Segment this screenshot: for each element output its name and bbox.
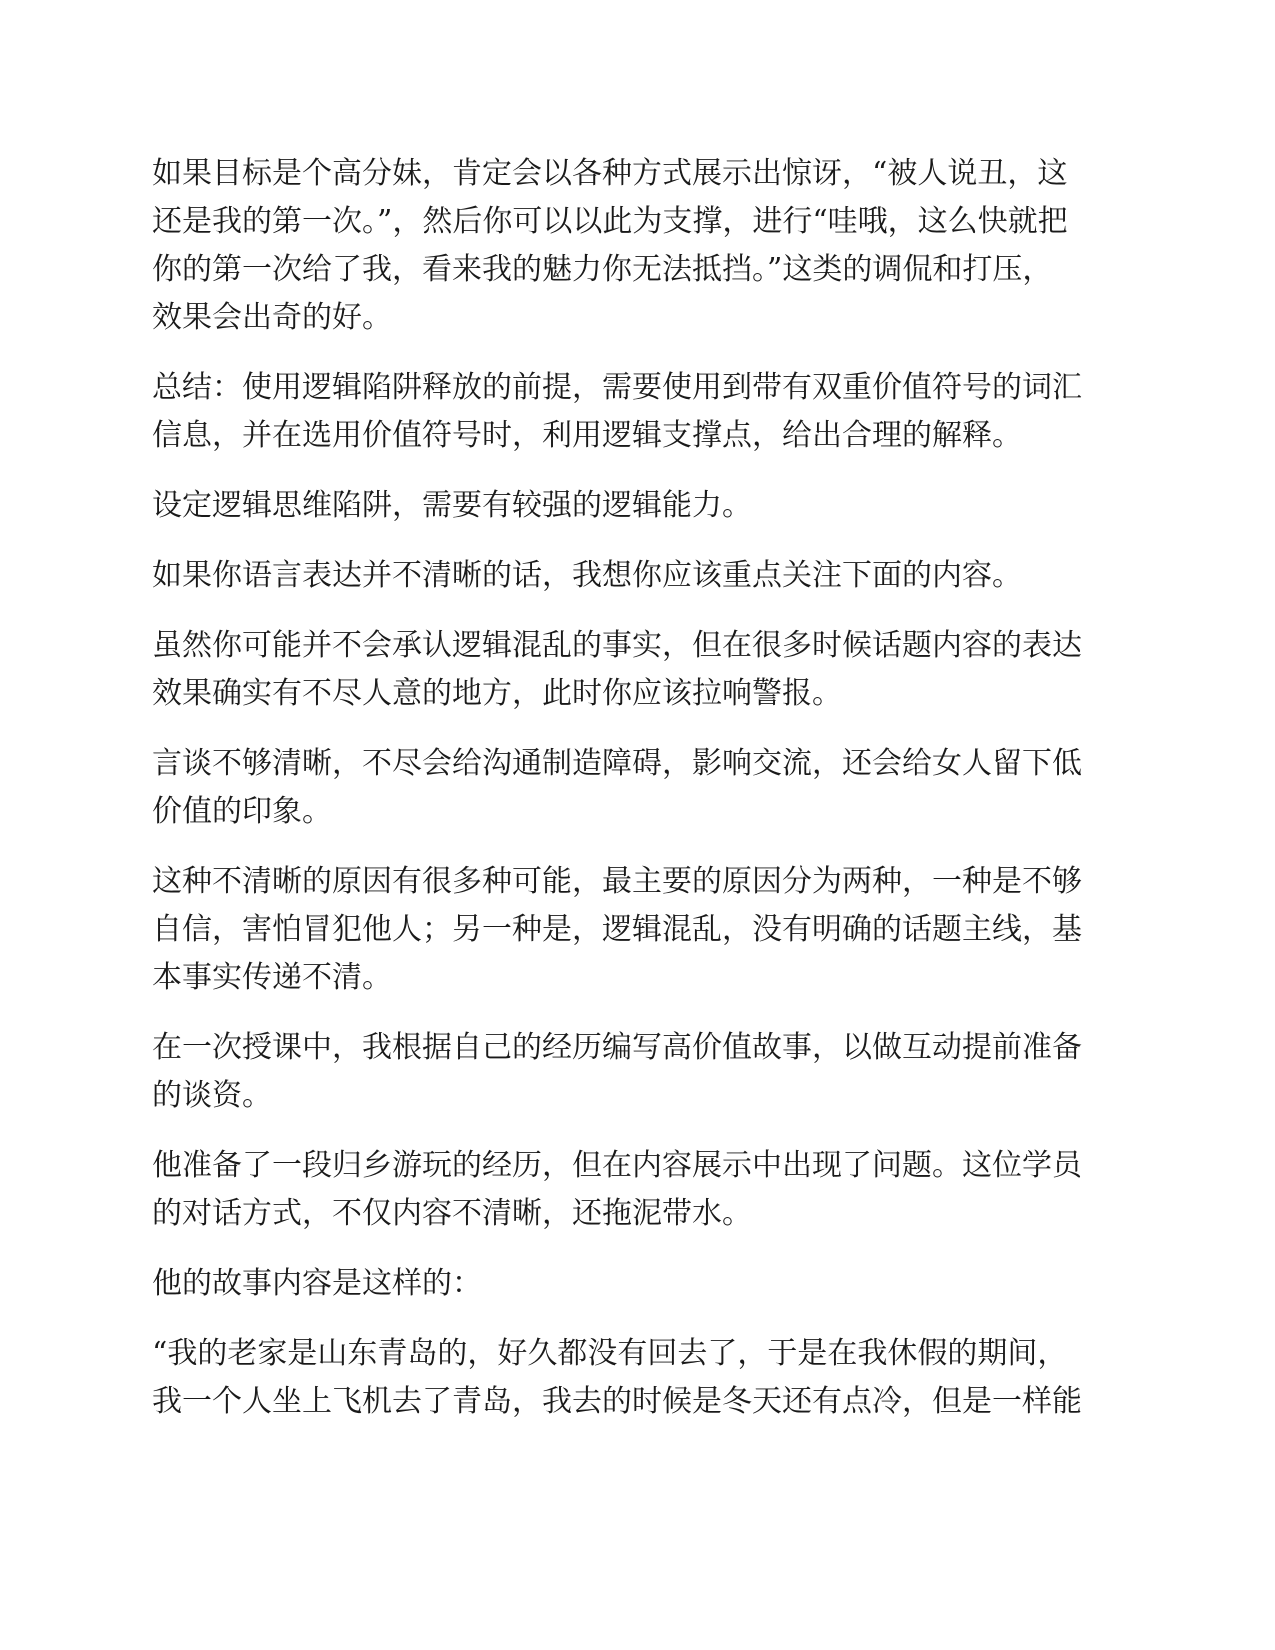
paragraph-6: 言谈不够清晰，不尽会给沟通制造障碍，影响交流，还会给女人留下低 价值的印象。 [152, 746, 1082, 829]
paragraph-4: 如果你语言表达并不清晰的话，我想你应该重点关注下面的内容。 [152, 558, 1022, 593]
document-page [152, 150, 1120, 1448]
paragraph-2: 总结：使用逻辑陷阱释放的前提，需要使用到带有双重价值符号的词汇 信息，并在选用价值符号时，利用逻辑支撑点，给出合理的解释。 [152, 370, 1082, 453]
paragraph-7: 这种不清晰的原因有很多种可能，最主要的原因分为两种，一种是不够 自信，害怕冒犯他人；另一种是，逻辑混乱，没有明确的话题主线，基 本事实传递不清。 [152, 864, 1082, 995]
paragraph-5: 虽然你可能并不会承认逻辑混乱的事实，但在很多时候话题内容的表达 效果确实有不尽人意的地方，此时你应该拉响警报。 [152, 628, 1082, 711]
paragraph-10: 他的故事内容是这样的： [152, 1266, 482, 1301]
paragraph-9: 他准备了一段归乡游玩的经历，但在内容展示中出现了问题。这位学员 的对话方式，不仅内容不清晰，还拖泥带水。 [152, 1148, 1082, 1231]
paragraph-8: 在一次授课中，我根据自己的经历编写高价值故事，以做互动提前准备 的谈资。 [152, 1030, 1082, 1113]
paragraph-1: 如果目标是个高分妹，肯定会以各种方式展示出惊讶，“被人说丑，这 还是我的第一次。”，然后你可以以此为支撑，进行“哇哦，这么快就把 你的第一次给了我，看来我的魅力你无法抵挡。”这类的调侃和打压， 效果会出奇的好。 [152, 156, 1068, 335]
paragraph-3: 设定逻辑思维陷阱，需要有较强的逻辑能力。 [152, 488, 752, 523]
paragraph-11: “我的老家是山东青岛的，好久都没有回去了，于是在我休假的期间， 我一个人坐上飞机去了青岛，我去的时候是冬天还有点冷，但是一样能 [152, 1336, 1082, 1419]
